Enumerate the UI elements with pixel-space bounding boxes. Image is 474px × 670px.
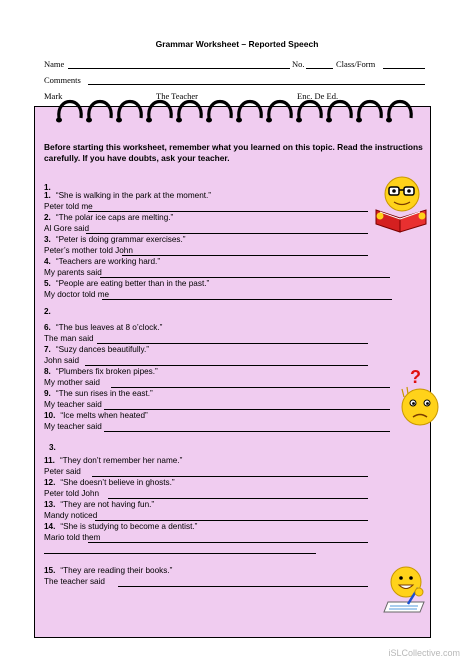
answer-lead: The teacher said xyxy=(44,577,105,586)
answer-lead: Peter told me xyxy=(44,202,93,211)
question-text: “The sun rises in the east.” xyxy=(55,389,153,398)
answer-line[interactable] xyxy=(88,211,368,212)
ring-hole xyxy=(206,118,212,123)
question-6 xyxy=(44,323,162,332)
ring-hole xyxy=(116,118,122,123)
question-5 xyxy=(44,279,209,288)
svg-text:?: ? xyxy=(410,367,421,387)
answer-line[interactable] xyxy=(111,387,390,388)
spiral-binding xyxy=(0,0,474,140)
answer-line[interactable] xyxy=(92,476,368,477)
question-text: “Suzy dances beautifully.” xyxy=(55,345,149,354)
answer-line-extra[interactable] xyxy=(44,553,316,554)
spiral-ring xyxy=(389,102,411,119)
spiral-ring xyxy=(329,102,351,119)
class-label: Class/Form xyxy=(336,59,376,69)
answer-lead: My teacher said xyxy=(44,422,102,431)
question-11 xyxy=(44,456,182,465)
name-label: Name xyxy=(44,59,65,69)
question-number: 5. xyxy=(44,279,51,288)
ring-hole xyxy=(86,118,92,123)
ring-hole xyxy=(356,118,362,123)
answer-lead: My parents said xyxy=(44,268,102,277)
ring-hole xyxy=(56,118,62,123)
spiral-ring xyxy=(119,102,141,119)
answer-lead: My teacher said xyxy=(44,400,102,409)
answer-line[interactable] xyxy=(102,299,392,300)
question-number: 9. xyxy=(44,389,51,398)
answer-line[interactable] xyxy=(97,343,368,344)
section-number: 3. xyxy=(49,443,56,452)
site-watermark: iSLCollective.com xyxy=(388,648,460,658)
answer-lead: Al Gore said xyxy=(44,224,90,233)
question-text: “The polar ice caps are melting.” xyxy=(55,213,174,222)
answer-lead: Peter told John xyxy=(44,489,100,498)
question-number: 2. xyxy=(44,213,51,222)
answer-line[interactable] xyxy=(88,542,368,543)
question-number: 12. xyxy=(44,478,56,487)
answer-lead: Mario told them xyxy=(44,533,101,542)
answer-lead: Peter’s mother told John xyxy=(44,246,133,255)
question-text: “They are not having fun.” xyxy=(60,500,155,509)
question-number: 6. xyxy=(44,323,51,332)
ring-hole xyxy=(176,118,182,123)
enc-label: Enc. De Ed. xyxy=(297,91,339,101)
spiral-ring xyxy=(59,102,81,119)
instructions: Before starting this worksheet, remember what you learned on this topic. Read the instructions carefully. If you have doubts, ask your teacher. xyxy=(44,142,423,163)
question-10 xyxy=(44,411,148,420)
confused-question-smiley-icon xyxy=(396,367,442,429)
question-number: 10. xyxy=(44,411,56,420)
question-14 xyxy=(44,522,197,531)
answer-lead: The man said xyxy=(44,334,94,343)
question-number: 1. xyxy=(44,191,51,200)
question-text: “The bus leaves at 8 o’clock.” xyxy=(55,323,163,332)
answer-line[interactable] xyxy=(118,586,368,587)
spiral-ring xyxy=(209,102,231,119)
ring-hole xyxy=(326,118,332,123)
worksheet-title: Grammar Worksheet – Reported Speech xyxy=(155,39,319,49)
question-12 xyxy=(44,478,175,487)
question-number: 4. xyxy=(44,257,51,266)
question-13 xyxy=(44,500,154,509)
nerd-reading-smiley-icon xyxy=(370,172,430,236)
question-text: “Ice melts when heated” xyxy=(60,411,148,420)
answer-lead: Mandy noticed xyxy=(44,511,98,520)
question-2 xyxy=(44,213,173,222)
question-number: 3. xyxy=(44,235,51,244)
answer-lead: My doctor told me xyxy=(44,290,110,299)
question-text: “She doesn’t believe in ghosts.” xyxy=(60,478,175,487)
answer-lead: My mother said xyxy=(44,378,100,387)
section-number: 1. xyxy=(44,183,51,192)
writing-smiley-icon xyxy=(380,562,432,614)
ring-hole xyxy=(236,118,242,123)
question-text: “They are reading their books.” xyxy=(60,566,173,575)
question-number: 11. xyxy=(44,456,55,465)
mark-label: Mark xyxy=(44,91,63,101)
ring-hole xyxy=(146,118,152,123)
question-text: “Peter is doing grammar exercises.” xyxy=(55,235,186,244)
question-8 xyxy=(44,367,158,376)
question-number: 8. xyxy=(44,367,51,376)
question-4 xyxy=(44,257,160,266)
answer-line[interactable] xyxy=(100,277,390,278)
answer-line[interactable] xyxy=(104,409,390,410)
spiral-ring xyxy=(149,102,171,119)
question-text: “Teachers are working hard.” xyxy=(55,257,161,266)
question-text: “Plumbers fix broken pipes.” xyxy=(55,367,158,376)
no-label: No. xyxy=(292,59,305,69)
question-number: 14. xyxy=(44,522,56,531)
teacher-label: The Teacher xyxy=(156,91,198,101)
answer-lead: John said xyxy=(44,356,80,365)
answer-line[interactable] xyxy=(108,498,368,499)
ring-hole xyxy=(296,118,302,123)
question-7 xyxy=(44,345,149,354)
answer-line[interactable] xyxy=(95,520,368,521)
spiral-ring xyxy=(269,102,291,119)
question-1 xyxy=(44,191,211,200)
question-number: 7. xyxy=(44,345,51,354)
question-text: “They don’t remember her name.” xyxy=(59,456,183,465)
question-3 xyxy=(44,235,186,244)
answer-line[interactable] xyxy=(85,365,368,366)
comments-label: Comments xyxy=(44,75,81,85)
answer-line[interactable] xyxy=(104,431,390,432)
ring-hole xyxy=(266,118,272,123)
answer-lead: Peter said xyxy=(44,467,81,476)
section-number: 2. xyxy=(44,307,51,316)
spiral-ring xyxy=(359,102,381,119)
question-9 xyxy=(44,389,153,398)
question-15 xyxy=(44,566,172,575)
spiral-ring xyxy=(239,102,261,119)
answer-line[interactable] xyxy=(86,233,368,234)
question-number: 13. xyxy=(44,500,56,509)
spiral-ring xyxy=(299,102,321,119)
spiral-ring xyxy=(179,102,201,119)
question-text: “She is walking in the park at the moment.” xyxy=(55,191,212,200)
ring-hole xyxy=(386,118,392,123)
answer-line[interactable] xyxy=(122,255,368,256)
question-number: 15. xyxy=(44,566,56,575)
question-text: “People are eating better than in the past.” xyxy=(55,279,210,288)
question-text: “She is studying to become a dentist.” xyxy=(60,522,198,531)
spiral-ring xyxy=(89,102,111,119)
